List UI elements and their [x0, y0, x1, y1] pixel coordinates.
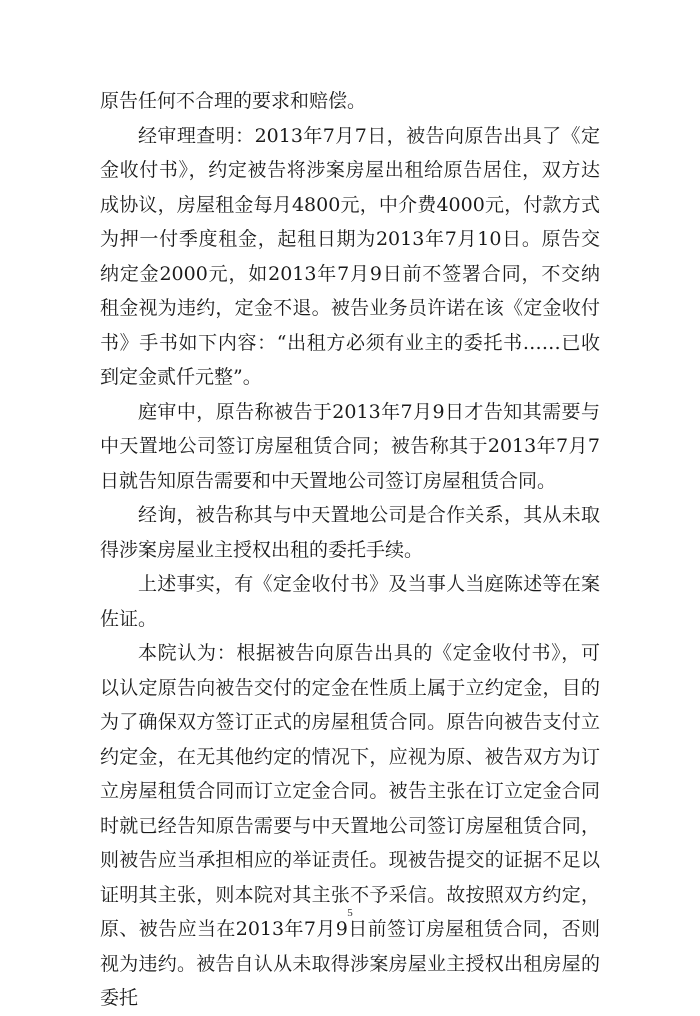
- paragraph-evidence: 上述事实，有《定金收付书》及当事人当庭陈述等在案佐证。: [100, 573, 600, 630]
- paragraph-continuation: 原告任何不合理的要求和赔偿。: [100, 90, 367, 112]
- paragraph-findings: 经审理查明：2013年7月7日，被告向原告出具了《定金收付书》，约定被告将涉案房屋出租给原告居住，双方达成协议，房屋租金每月4800元，中介费4000元，付款方式为押一付季度租金，起租日期为2013年7月10日。原告交纳定金2000元，如2013年7月9日前不签署合同，不交纳租金视为违约，定金不退。被告业务员许诺在该《定金收付书》手书如下内容：“出租方必须有业主的委托书……已收到定金贰仟元整”。: [100, 124, 600, 388]
- paragraph-trial: 庭审中，原告称被告于2013年7月9日才告知其需要与中天置地公司签订房屋租赁合同；被告称其于2013年7月7日就告知原告需要和中天置地公司签订房屋租赁合同。: [100, 400, 600, 492]
- paragraph-inquiry: 经询，被告称其与中天置地公司是合作关系，其从未取得涉案房屋业主授权出租的委托手续。: [100, 504, 600, 561]
- paragraph-court-opinion: 本院认为：根据被告向原告出具的《定金收付书》，可以认定原告向被告交付的定金在性质上属于立约定金，目的为了确保双方签订正式的房屋租赁合同。原告向被告支付立约定金，在无其他约定的情况下，应视为原、被告双方为订立房屋租赁合同而订立定金合同。被告主张在订立定金合同时就已经告知原告需要与中天置地公司签订房屋租赁合同，则被告应当承担相应的举证责任。现被告提交的证据不足以证明其主张，则本院对其主张不予采信。故按照双方约定，原、被告应当在2013年7月9日前签订房屋租赁合同，否则视为违约。被告自认从未取得涉案房屋业主授权出租房屋的委托: [100, 642, 600, 1009]
- body-text: [100, 84, 600, 1016]
- page-number: 5: [347, 907, 353, 919]
